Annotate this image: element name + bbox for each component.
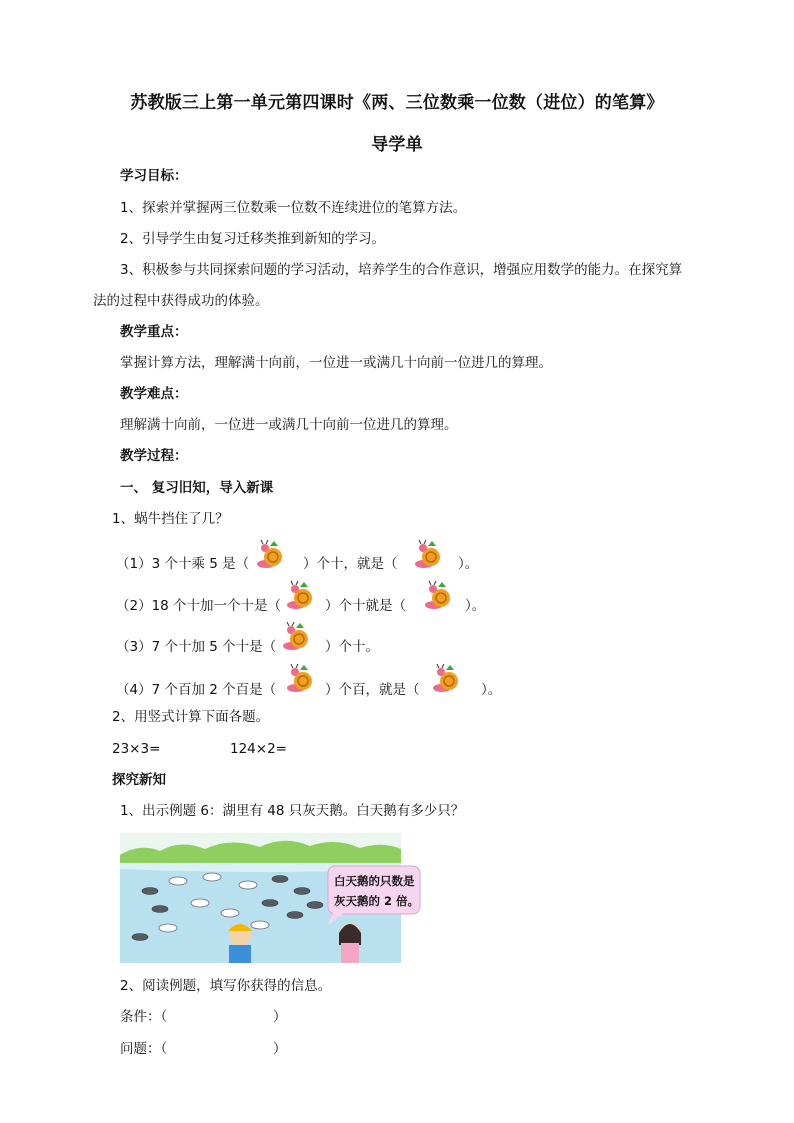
snail-icon bbox=[286, 664, 314, 694]
key-points-heading: 教学重点： bbox=[120, 324, 188, 340]
q1-item-4-part-a: （4）7 个百加 2 个百是（ bbox=[116, 682, 277, 698]
q1-item-2-part-b: ）个十就是（ bbox=[325, 598, 406, 614]
snail-icon bbox=[286, 581, 314, 611]
q1-item-1-part-b: ）个十，就是（ bbox=[303, 556, 398, 572]
objectives-heading: 学习目标： bbox=[120, 168, 188, 184]
explore-item-1: 1、出示例题 6：湖里有 48 只灰天鹅。白天鹅有多少只？ bbox=[120, 803, 465, 819]
snail-icon bbox=[424, 581, 452, 611]
bubble-line-2: 灰天鹅的 2 倍。 bbox=[334, 894, 420, 908]
snail-icon bbox=[282, 622, 310, 652]
explore-item-2: 2、阅读例题，填写你获得的信息。 bbox=[120, 978, 332, 994]
key-points-text: 掌握计算方法，理解满十向前，一位进一或满几十向前一位进几的算理。 bbox=[120, 355, 552, 371]
question-label: 问题：（ bbox=[120, 1041, 168, 1057]
difficulty-text: 理解满十向前，一位进一或满几十向前一位进几的算理。 bbox=[120, 417, 458, 433]
q1-item-3-part-b: ）个十。 bbox=[325, 639, 379, 655]
objective-3-line-2: 法的过程中获得成功的体验。 bbox=[93, 293, 269, 309]
document-title: 苏教版三上第一单元第四课时《两、三位数乘一位数（进位）的笔算》 bbox=[130, 93, 664, 113]
question-2-heading: 2、用竖式计算下面各题。 bbox=[112, 709, 270, 725]
snail-icon bbox=[432, 664, 460, 694]
document-subtitle: 导学单 bbox=[371, 135, 423, 155]
calculation-1: 23×3= bbox=[112, 741, 161, 757]
girl-figure bbox=[339, 923, 361, 963]
bubble-line-1: 白天鹅的只数是 bbox=[334, 874, 415, 888]
condition-close: ） bbox=[273, 1009, 287, 1025]
snail-icon bbox=[256, 540, 284, 570]
question-close: ） bbox=[273, 1041, 287, 1057]
lake-scene-illustration bbox=[120, 833, 420, 963]
objective-2: 2、引导学生由复习迁移类推到新知的学习。 bbox=[120, 231, 386, 247]
snail-icon bbox=[414, 540, 442, 570]
q1-item-2-part-a: （2）18 个十加一个十是（ bbox=[116, 598, 282, 614]
calculation-2: 124×2= bbox=[230, 741, 287, 757]
section-1-heading: 一、 复习旧知，导入新课 bbox=[120, 480, 274, 496]
q1-item-1-part-c: ）。 bbox=[458, 556, 479, 572]
q1-item-2-part-c: ）。 bbox=[465, 598, 486, 614]
difficulty-heading: 教学难点： bbox=[120, 386, 188, 402]
objective-3-line-1: 3、积极参与共同探索问题的学习活动，培养学生的合作意识，增强应用数学的能力。在探究算 bbox=[120, 262, 683, 278]
q1-item-3-part-a: （3）7 个十加 5 个十是（ bbox=[116, 639, 277, 655]
q1-item-4-part-c: ）。 bbox=[481, 682, 502, 698]
objective-1: 1、探索并掌握两三位数乘一位数不连续进位的笔算方法。 bbox=[120, 200, 467, 216]
q1-item-4-part-b: ）个百，就是（ bbox=[325, 682, 420, 698]
question-1-heading: 1、蜗牛挡住了几？ bbox=[112, 511, 229, 527]
condition-label: 条件：（ bbox=[120, 1009, 168, 1025]
q1-item-1-part-a: （1）3 个十乘 5 是（ bbox=[116, 556, 250, 572]
explore-heading: 探究新知 bbox=[112, 772, 166, 788]
process-heading: 教学过程： bbox=[120, 448, 188, 464]
